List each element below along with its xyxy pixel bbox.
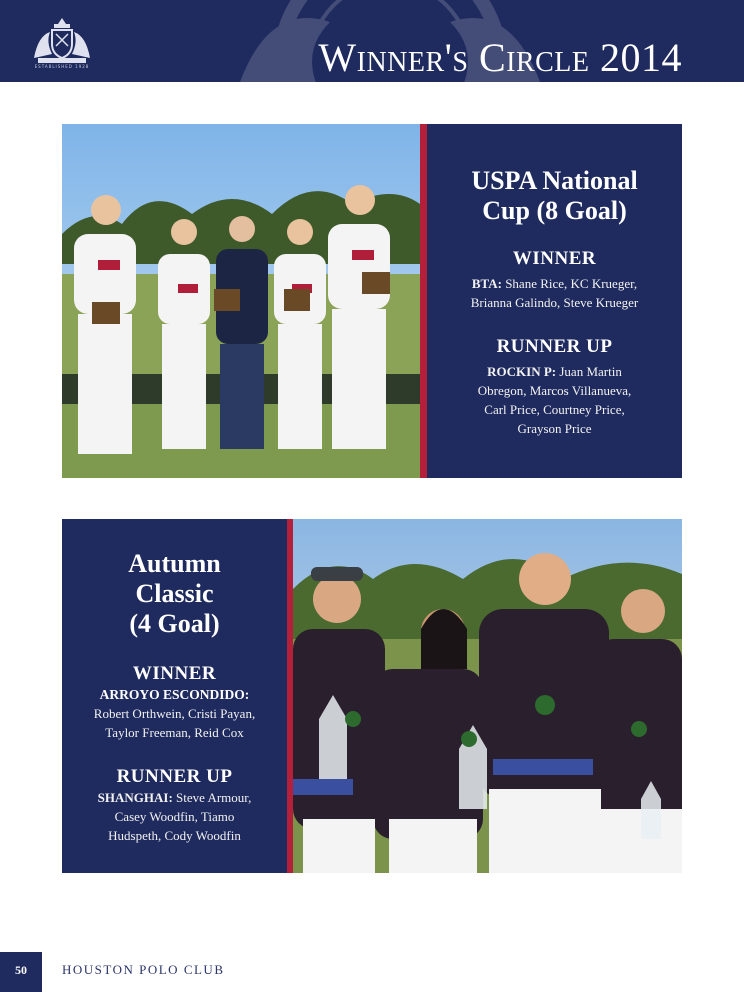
event-1-title-line2: Cup (8 Goal) <box>482 196 627 225</box>
event-1-runner-names-1: ROCKIN P: Juan Martin <box>487 364 622 379</box>
event-1-runner-names-2: Obregon, Marcos Villanueva, <box>477 383 632 398</box>
page-number: 50 <box>15 963 27 977</box>
event-1-runner-label: RUNNER UP <box>496 336 613 357</box>
event-2-photo <box>293 519 682 873</box>
event-1-accent-bar <box>420 124 427 478</box>
event-1-panel <box>427 124 682 478</box>
footer-club-name: HOUSTON POLO CLUB <box>62 962 225 977</box>
logo-text: ESTABLISHED 1928 <box>34 64 90 69</box>
event-2-runner-team: SHANGHAI: <box>97 790 173 805</box>
event-2-runner-names-2: Casey Woodfin, Tiamo <box>114 809 235 824</box>
event-2-title-line3: (4 Goal) <box>129 609 220 638</box>
event-2-winner-team: ARROYO ESCONDIDO: <box>99 687 250 702</box>
event-2-title-line2: Classic <box>135 579 214 608</box>
event-1-photo <box>62 124 420 478</box>
event-1-winner-names-2: Brianna Galindo, Steve Krueger <box>470 295 639 310</box>
page-header <box>0 0 744 82</box>
event-2-winner-names-2: Taylor Freeman, Reid Cox <box>105 725 244 740</box>
event-1-winner-label: WINNER <box>512 248 597 269</box>
event-2-runner-names-3: Hudspeth, Cody Woodfin <box>108 828 241 843</box>
event-2-winner-names-1: Robert Orthwein, Cristi Payan, <box>93 706 256 721</box>
event-2-title-line1: Autumn <box>128 549 221 578</box>
event-1-title-line1: USPA National <box>471 166 638 195</box>
event-2-runner-names-1: SHANGHAI: Steve Armour, <box>97 790 252 805</box>
event-2-winner-label: WINNER <box>132 663 217 684</box>
event-2-panel <box>62 519 287 873</box>
event-1-runner-names-3: Carl Price, Courtney Price, <box>484 402 625 417</box>
event-1-winner-team: BTA: <box>471 276 502 291</box>
event-1-runner-names-4: Grayson Price <box>517 421 592 436</box>
event-2-runner-label: RUNNER UP <box>116 766 233 787</box>
event-1-runner-team: ROCKIN P: <box>487 364 557 379</box>
page-title: Winner's Circle 2014 <box>318 35 682 80</box>
club-crest-logo <box>26 12 98 72</box>
event-1-winner-names-1: BTA: Shane Rice, KC Krueger, <box>471 276 638 291</box>
